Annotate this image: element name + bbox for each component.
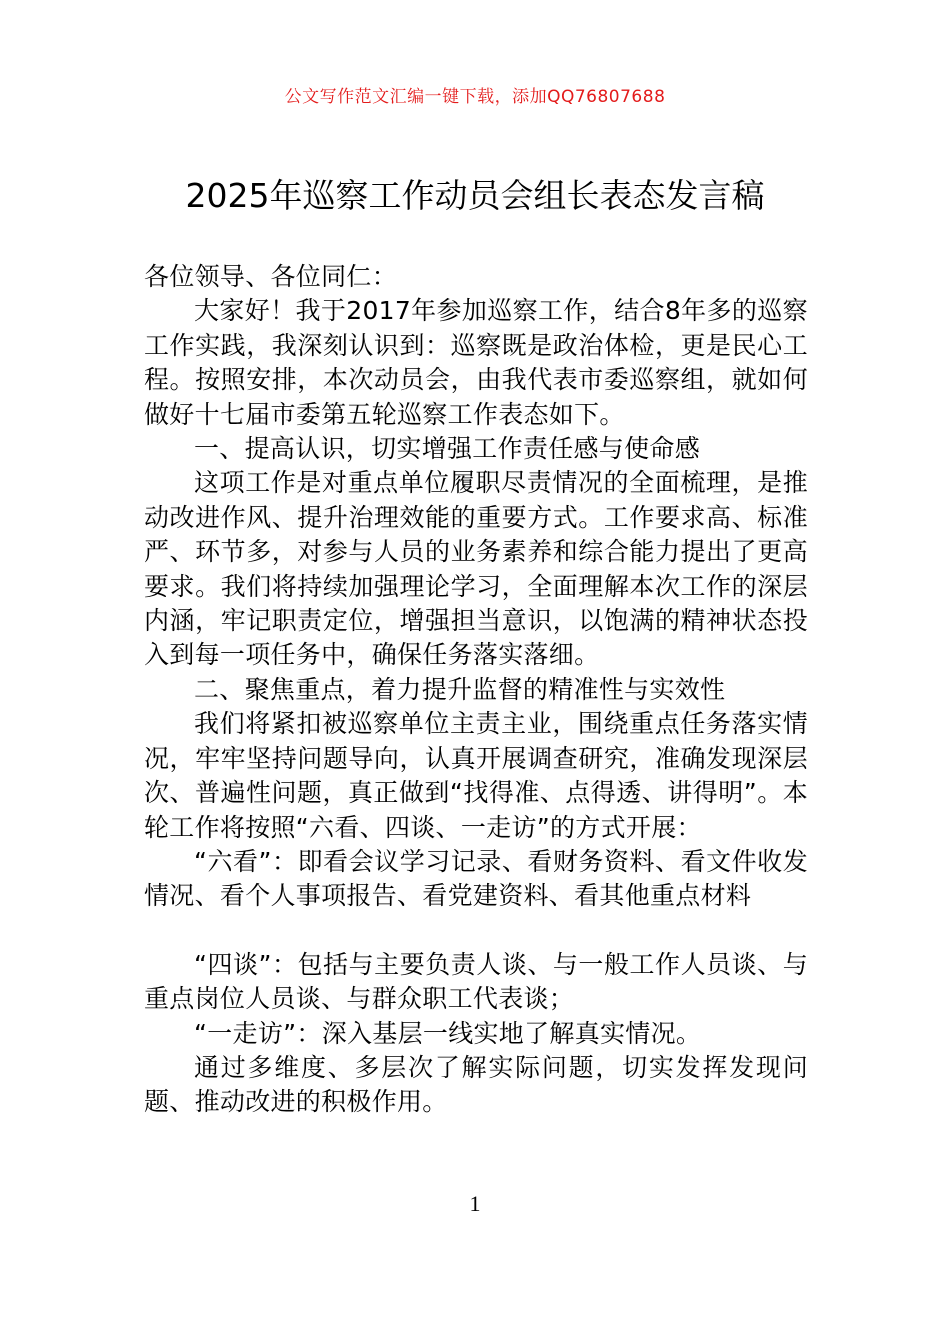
paragraph-four-talks: “四谈”：包括与主要负责人谈、与一般工作人员谈、与重点岗位人员谈、与群众职工代表谈；: [144, 949, 808, 1014]
paragraph-one-visit: “一走访”：深入基层一线实地了解真实情况。: [194, 1018, 702, 1048]
document-body: [144, 260, 808, 1120]
section-heading-2: 二、聚焦重点，着力提升监督的精准性与实效性: [194, 674, 726, 704]
section-heading-1: 一、提高认识，切实增强工作责任感与使命感: [194, 434, 701, 464]
paragraph-intro: 大家好！我于2017年参加巡察工作，结合8年多的巡察工作实践，我深刻认识到：巡察既是政治体检，更是民心工程。按照安排，本次动员会，由我代表市委巡察组，就如何做好十七届市委第五轮巡察工作表态如下。: [144, 296, 808, 429]
paragraph-section-1: 这项工作是对重点单位履职尽责情况的全面梳理，是推动改进作风、提升治理效能的重要方式。工作要求高、标准严、环节多，对参与人员的业务素养和综合能力提出了更高要求。我们将持续加强理论学习，全面理解本次工作的深层内涵，牢记职责定位，增强担当意识，以饱满的精神状态投入到每一项任务中，确保任务落实落细。: [144, 468, 808, 670]
download-notice: 公文写作范文汇编一键下载，添加QQ76807688: [284, 87, 666, 107]
salutation: 各位领导、各位同仁：: [144, 262, 398, 291]
document-title: 2025年巡察工作动员会组长表态发言稿: [185, 176, 765, 215]
paragraph-conclusion: 通过多维度、多层次了解实际问题，切实发挥发现问题、推动改进的积极作用。: [144, 1052, 808, 1117]
paragraph-six-looks: “六看”：即看会议学习记录、看财务资料、看文件收发情况、看个人事项报告、看党建资料、看其他重点材料: [144, 846, 808, 911]
page-number: 1: [469, 1191, 481, 1216]
paragraph-section-2: 我们将紧扣被巡察单位主责主业，围绕重点任务落实情况，牢牢坚持问题导向，认真开展调查研究，准确发现深层次、普遍性问题，真正做到“找得准、点得透、讲得明”。本轮工作将按照“六看、四谈、一走访”的方式开展：: [144, 709, 808, 842]
